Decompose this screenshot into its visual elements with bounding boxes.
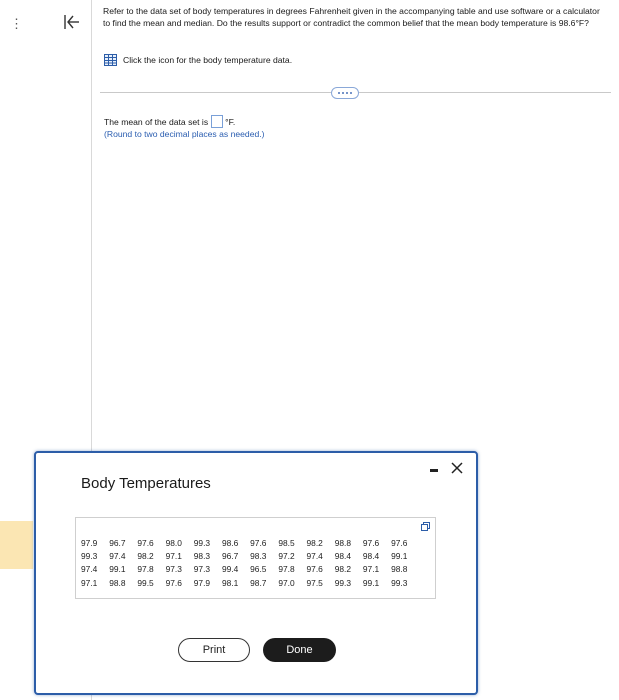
data-table-box xyxy=(75,517,436,599)
table-cell: 97.1 xyxy=(165,551,182,562)
table-cell: 97.0 xyxy=(278,577,295,588)
data-link-label[interactable]: Click the icon for the body temperature data. xyxy=(123,55,293,65)
table-cell: 97.4 xyxy=(109,551,126,562)
table-cell: 98.8 xyxy=(109,577,126,588)
table-cell: 97.3 xyxy=(193,564,211,575)
table-cell: 98.5 xyxy=(278,537,295,548)
table-cell: 99.3 xyxy=(334,577,351,588)
table-cell: 98.7 xyxy=(250,577,267,588)
table-cell: 99.1 xyxy=(109,564,126,575)
table-cell: 96.7 xyxy=(221,551,239,562)
rounding-note: (Round to two decimal places as needed.) xyxy=(104,129,265,139)
data-modal xyxy=(34,451,478,695)
table-cell: 97.3 xyxy=(165,564,182,575)
table-cell: 97.4 xyxy=(306,551,323,562)
side-highlight xyxy=(0,521,33,569)
answer-unit: °F. xyxy=(225,116,236,127)
modal-title: Body Temperatures xyxy=(81,475,211,492)
table-cell: 98.3 xyxy=(193,551,211,562)
table-cell: 99.4 xyxy=(221,564,239,575)
dot-icon xyxy=(350,92,352,94)
table-cell: 96.5 xyxy=(250,564,267,575)
minimize-icon[interactable] xyxy=(429,461,439,475)
table-cell: 99.1 xyxy=(362,577,380,588)
answer-line xyxy=(104,115,235,128)
table-cell: 99.5 xyxy=(137,577,154,588)
table-cell: 97.6 xyxy=(165,577,182,588)
table-cell: 98.2 xyxy=(137,551,154,562)
done-button[interactable]: Done xyxy=(263,638,336,662)
table-cell: 99.3 xyxy=(81,551,98,562)
table-cell: 98.4 xyxy=(362,551,380,562)
question-text: Refer to the data set of body temperatures in degrees Fahrenheit given in the accompanying table and use software or a calculator to find the mean and median. Do the results support or contradict the common belief that the mean body temperature is 98.6°F? xyxy=(103,6,600,28)
table-cell: 98.6 xyxy=(221,537,239,548)
table-cell: 99.3 xyxy=(391,577,408,588)
copy-icon[interactable] xyxy=(421,522,430,531)
table-cell: 96.7 xyxy=(109,537,126,548)
expand-button[interactable] xyxy=(331,87,359,99)
table-cell: 98.0 xyxy=(165,537,182,548)
close-icon[interactable] xyxy=(450,461,464,475)
table-cell: 98.2 xyxy=(306,537,323,548)
collapse-left-icon[interactable] xyxy=(62,12,82,32)
dot-icon xyxy=(342,92,344,94)
table-cell: 98.2 xyxy=(334,564,351,575)
table-cell: 97.6 xyxy=(306,564,323,575)
table-cell: 97.9 xyxy=(193,577,211,588)
table-row xyxy=(81,576,419,589)
data-link[interactable] xyxy=(104,54,292,66)
table-cell: 97.6 xyxy=(391,537,408,548)
table-cell: 98.8 xyxy=(391,564,408,575)
dot-icon xyxy=(346,92,348,94)
temperature-table xyxy=(81,536,419,590)
table-cell: 97.2 xyxy=(278,551,295,562)
table-cell: 97.8 xyxy=(278,564,295,575)
table-cell: 97.1 xyxy=(362,564,380,575)
table-cell: 97.5 xyxy=(306,577,323,588)
table-cell: 98.3 xyxy=(250,551,267,562)
table-cell: 99.1 xyxy=(391,551,408,562)
print-button[interactable]: Print xyxy=(178,638,250,662)
table-row xyxy=(81,563,419,576)
table-cell: 97.6 xyxy=(137,537,154,548)
table-cell: 98.1 xyxy=(221,577,239,588)
table-cell: 97.8 xyxy=(137,564,154,575)
table-cell: 97.4 xyxy=(81,564,98,575)
table-icon[interactable] xyxy=(104,54,117,66)
mean-input[interactable] xyxy=(211,115,223,128)
dot-icon xyxy=(338,92,340,94)
table-cell: 97.1 xyxy=(81,577,98,588)
table-row xyxy=(81,536,419,549)
table-cell: 98.8 xyxy=(334,537,351,548)
table-cell: 97.9 xyxy=(81,537,98,548)
answer-prefix: The mean of the data set is xyxy=(104,116,209,127)
table-cell: 97.6 xyxy=(362,537,380,548)
table-cell: 99.3 xyxy=(193,537,211,548)
table-row xyxy=(81,549,419,562)
more-options-icon[interactable]: ⋮ xyxy=(10,16,23,31)
table-cell: 97.6 xyxy=(250,537,267,548)
table-cell: 98.4 xyxy=(334,551,351,562)
